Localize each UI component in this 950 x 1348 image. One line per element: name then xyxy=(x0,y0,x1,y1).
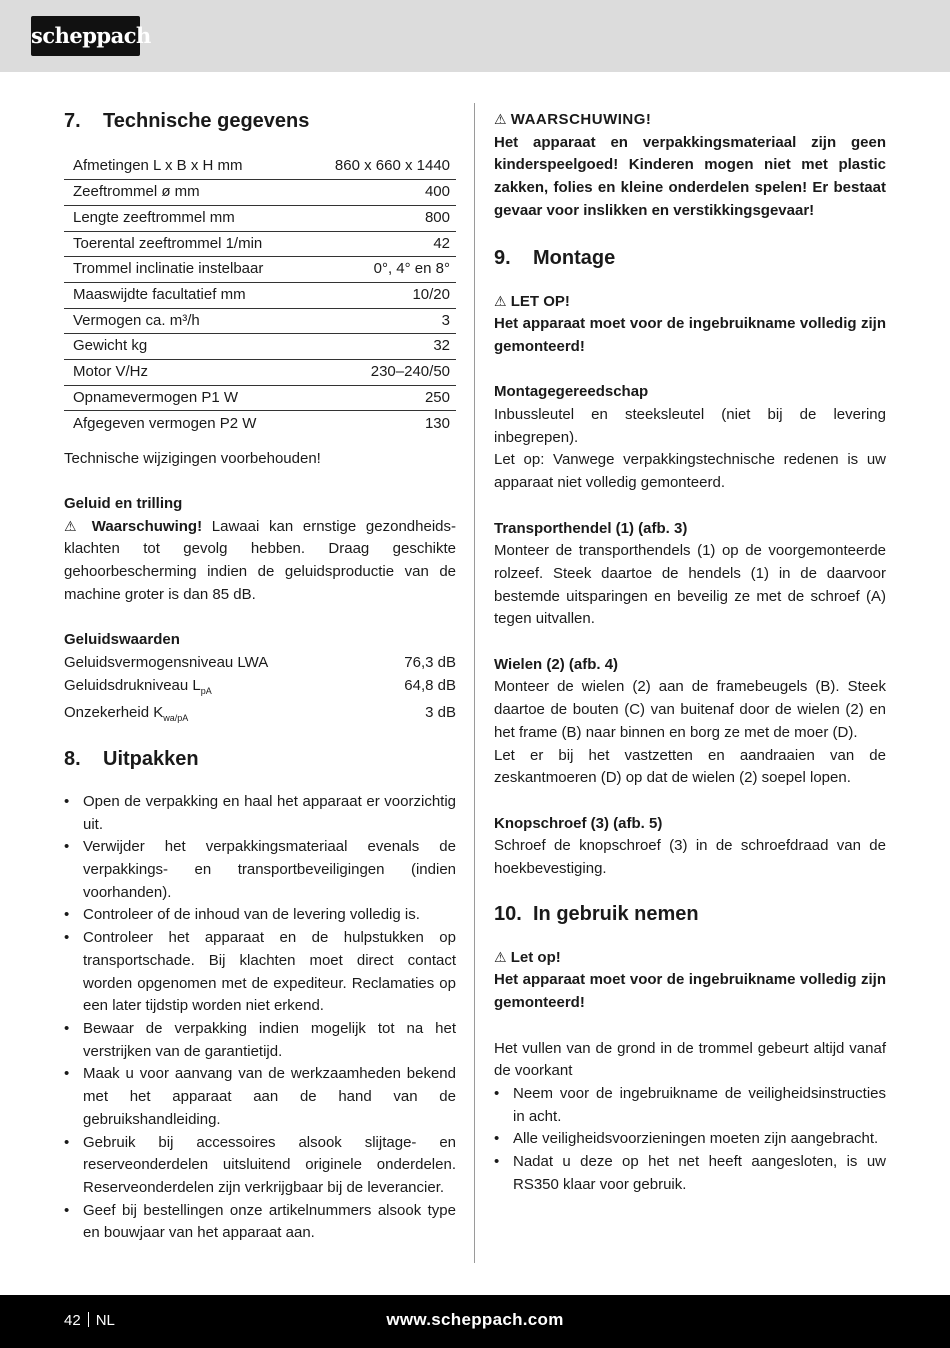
sound-label: Onzekerheid $K_{wa/pA}$ xyxy=(64,704,189,724)
letop-text: Het apparaat moet voor de ingebruikname volledig zijn gemonteerd! xyxy=(494,315,886,355)
footer-url[interactable]: www.scheppach.com xyxy=(386,1310,564,1329)
spec-row xyxy=(64,411,456,437)
spec-row xyxy=(64,205,456,231)
spec-label: Afgegeven vermogen P2 W xyxy=(73,414,257,432)
list-item: • Gebruik bij accessoires alsook slijtage- en reserveonderdelen uitsluitend originele onderdelen. Reserveonderdelen zijn verkrijgbaar bij de leverancier. xyxy=(64,1132,456,1200)
warning-icon: ⚠ xyxy=(494,293,507,310)
letop2-title: ⚠ Let op! xyxy=(494,948,561,966)
list-item: • Maak u voor aanvang van de werkzaamheden bekend met het apparaat aan de hand van de gebruikshandleiding. xyxy=(64,1063,456,1131)
spec-row xyxy=(64,334,456,360)
usage-list xyxy=(494,1083,886,1197)
usage-text: Het vullen van de grond in de trommel gebeurt altijd vanaf de voorkant xyxy=(494,1039,886,1080)
sound-label: Geluidsdrukniveau $L_{pA}$ xyxy=(64,676,212,696)
spec-row xyxy=(64,282,456,308)
page-footer xyxy=(0,1295,950,1348)
noise-warning: ⚠ Waarschuwing! Lawaai kan ernstige gezondheidsklachten tot gevolg hebben. Draag geschikte gehoorbescherming indien de geluidsproductie van de machine groter is dan 85 dB. xyxy=(64,517,456,603)
spec-label: Opnamevermogen P1 W xyxy=(64,385,304,411)
transport-heading: Transporthendel (1) (afb. 3) xyxy=(494,519,688,537)
spec-label: Vermogen ca. m³/h xyxy=(64,308,304,334)
spec-value: 860 x 660 x 1440 xyxy=(304,154,456,180)
warning-icon: ⚠ xyxy=(64,518,83,535)
sound-heading: Geluidswaarden xyxy=(64,631,180,649)
list-item: • Nadat u deze op het net heeft aangesloten, is uw RS350 klaar voor gebruik. xyxy=(494,1151,886,1196)
spec-value: 130 xyxy=(424,414,450,432)
knob-text: Schroef de knopschroef (3) in de schroefdraad van de hoekbevestiging. xyxy=(494,837,886,878)
sound-value: 3 dB xyxy=(425,704,456,722)
spec-row xyxy=(64,308,456,334)
list-item: • Bewaar de verpakking indien mogelijk tot na het verstrijken van de garantietijd. xyxy=(64,1018,456,1063)
spec-label: Trommel inclinatie instelbaar xyxy=(64,257,304,283)
transport-text: Monteer de transporthendels (1) op de voorgemonteerde rolzeef. Steek daartoe de hendels (1) in de daarvoor bestemde uitsparingen en beveilig ze met de schroef (A) tegen uitvallen. xyxy=(494,542,886,628)
section-7-heading: 7. Technische gegevens xyxy=(64,110,310,132)
spec-row xyxy=(64,360,456,386)
warning-text: Het apparaat en verpakkingsmateriaal zijn geen kinderspeelgoed! Kinderen mogen niet met plastic zakken, folies en kleine onderdelen spelen! Er bestaat gevaar voor inslikken en verstikkingsgevaar! xyxy=(494,133,886,219)
letop-title: ⚠ LET OP! xyxy=(494,292,570,310)
wheels-text: Monteer de wielen (2) aan de framebeugels (B). Steek daartoe de bouten (C) van buitenaf door de wielen (2) en het frame (B) naar binnen en borg ze met de moer (D). xyxy=(494,678,886,741)
spec-label: Gewicht kg xyxy=(64,334,304,360)
spec-label: Lengte zeeftrommel mm xyxy=(64,205,304,231)
tools-text: Inbussleutel en steeksleutel (niet bij de levering inbegrepen). xyxy=(494,406,886,446)
spec-value: 230–240/50 xyxy=(304,360,456,386)
sound-label: Geluidsvermogensniveau LWA xyxy=(64,653,269,671)
warning-icon: ⚠ xyxy=(494,949,507,966)
sound-value: 76,3 dB xyxy=(404,653,456,671)
spec-label: Zeeftrommel ø mm xyxy=(64,180,304,206)
spec-row xyxy=(64,154,456,180)
brand-logo: scheppach xyxy=(31,16,140,56)
noise-heading: Geluid en trilling xyxy=(64,494,183,512)
spec-value: 250 xyxy=(304,385,456,411)
unpack-list xyxy=(64,791,456,1245)
section-8-heading: 8. Uitpakken xyxy=(64,747,199,770)
right-column xyxy=(494,103,886,1196)
spec-label: Afmetingen L x B x H mm xyxy=(64,154,304,180)
spec-value: 10/20 xyxy=(304,282,456,308)
tools-heading: Montagegereedschap xyxy=(494,383,649,401)
list-item: • Open de verpakking en haal het apparaat er voorzichtig uit. xyxy=(64,791,456,836)
spec-value: 42 xyxy=(304,231,456,257)
spec-label: Motor V/Hz xyxy=(64,360,304,386)
page-number: 42 NL xyxy=(64,1312,115,1329)
knob-heading: Knopschroef (3) (afb. 5) xyxy=(494,814,663,832)
spec-row xyxy=(64,385,456,411)
spec-row xyxy=(64,180,456,206)
section-10-heading: 10. In gebruik nemen xyxy=(494,902,699,925)
section-9-heading: 9. Montage xyxy=(494,246,616,269)
spec-label: Maaswijdte facultatief mm xyxy=(64,282,304,308)
spec-value: 0°, 4° en 8° xyxy=(304,257,456,283)
warning-title: ⚠ WAARSCHUWING! xyxy=(494,111,652,128)
left-column xyxy=(64,103,456,1245)
spec-value: 800 xyxy=(304,205,456,231)
list-item: • Geef bij bestellingen onze artikelnummers alsook type en bouwjaar van het apparaat aan. xyxy=(64,1200,456,1245)
sound-value: 64,8 dB xyxy=(404,676,456,694)
list-item: • Controleer of de inhoud van de levering volledig is. xyxy=(64,904,456,927)
column-divider xyxy=(474,103,475,1263)
spec-value: 3 xyxy=(304,308,456,334)
tools-note: Let op: Vanwege verpakkingstechnische redenen is uw apparaat niet volledig gemonteerd. xyxy=(494,451,886,492)
tech-note: Technische wijzigingen voorbehouden! xyxy=(64,449,321,467)
spec-row xyxy=(64,257,456,283)
sound-values xyxy=(64,652,456,730)
list-item: • Alle veiligheidsvoorzieningen moeten zijn aangebracht. xyxy=(494,1128,886,1151)
letop2-text: Het apparaat moet voor de ingebruikname volledig zijn gemonteerd! xyxy=(494,971,886,1012)
page-header xyxy=(0,0,950,72)
sound-row xyxy=(64,652,456,675)
spec-value: 32 xyxy=(304,334,456,360)
list-item: • Controleer het apparaat en de hulpstukken op transportschade. Bij klachten moet direct contact worden opgenomen met de expediteur. Reclamaties op een later tijdstip worden niet erkend. xyxy=(64,927,456,1018)
list-item: • Neem voor de ingebruikname de veiligheidsinstructies in acht. xyxy=(494,1083,886,1128)
spec-table xyxy=(64,154,456,437)
sound-row xyxy=(64,702,456,730)
list-item: • Verwijder het verpakkingsmateriaal evenals de verpakkings- en transportbeveiligingen (indien voorhanden). xyxy=(64,836,456,904)
sound-row xyxy=(64,675,456,703)
wheels-note: Let er bij het vastzetten en aandraaien van de zeskantmoeren (D) op dat de wielen (2) soepel lopen. xyxy=(494,746,886,787)
spec-value: 400 xyxy=(304,180,456,206)
wheels-heading: Wielen (2) (afb. 4) xyxy=(494,655,619,673)
spec-row xyxy=(64,231,456,257)
warning-icon: ⚠ xyxy=(494,112,507,128)
spec-label: Toerental zeeftrommel 1/min xyxy=(64,231,304,257)
